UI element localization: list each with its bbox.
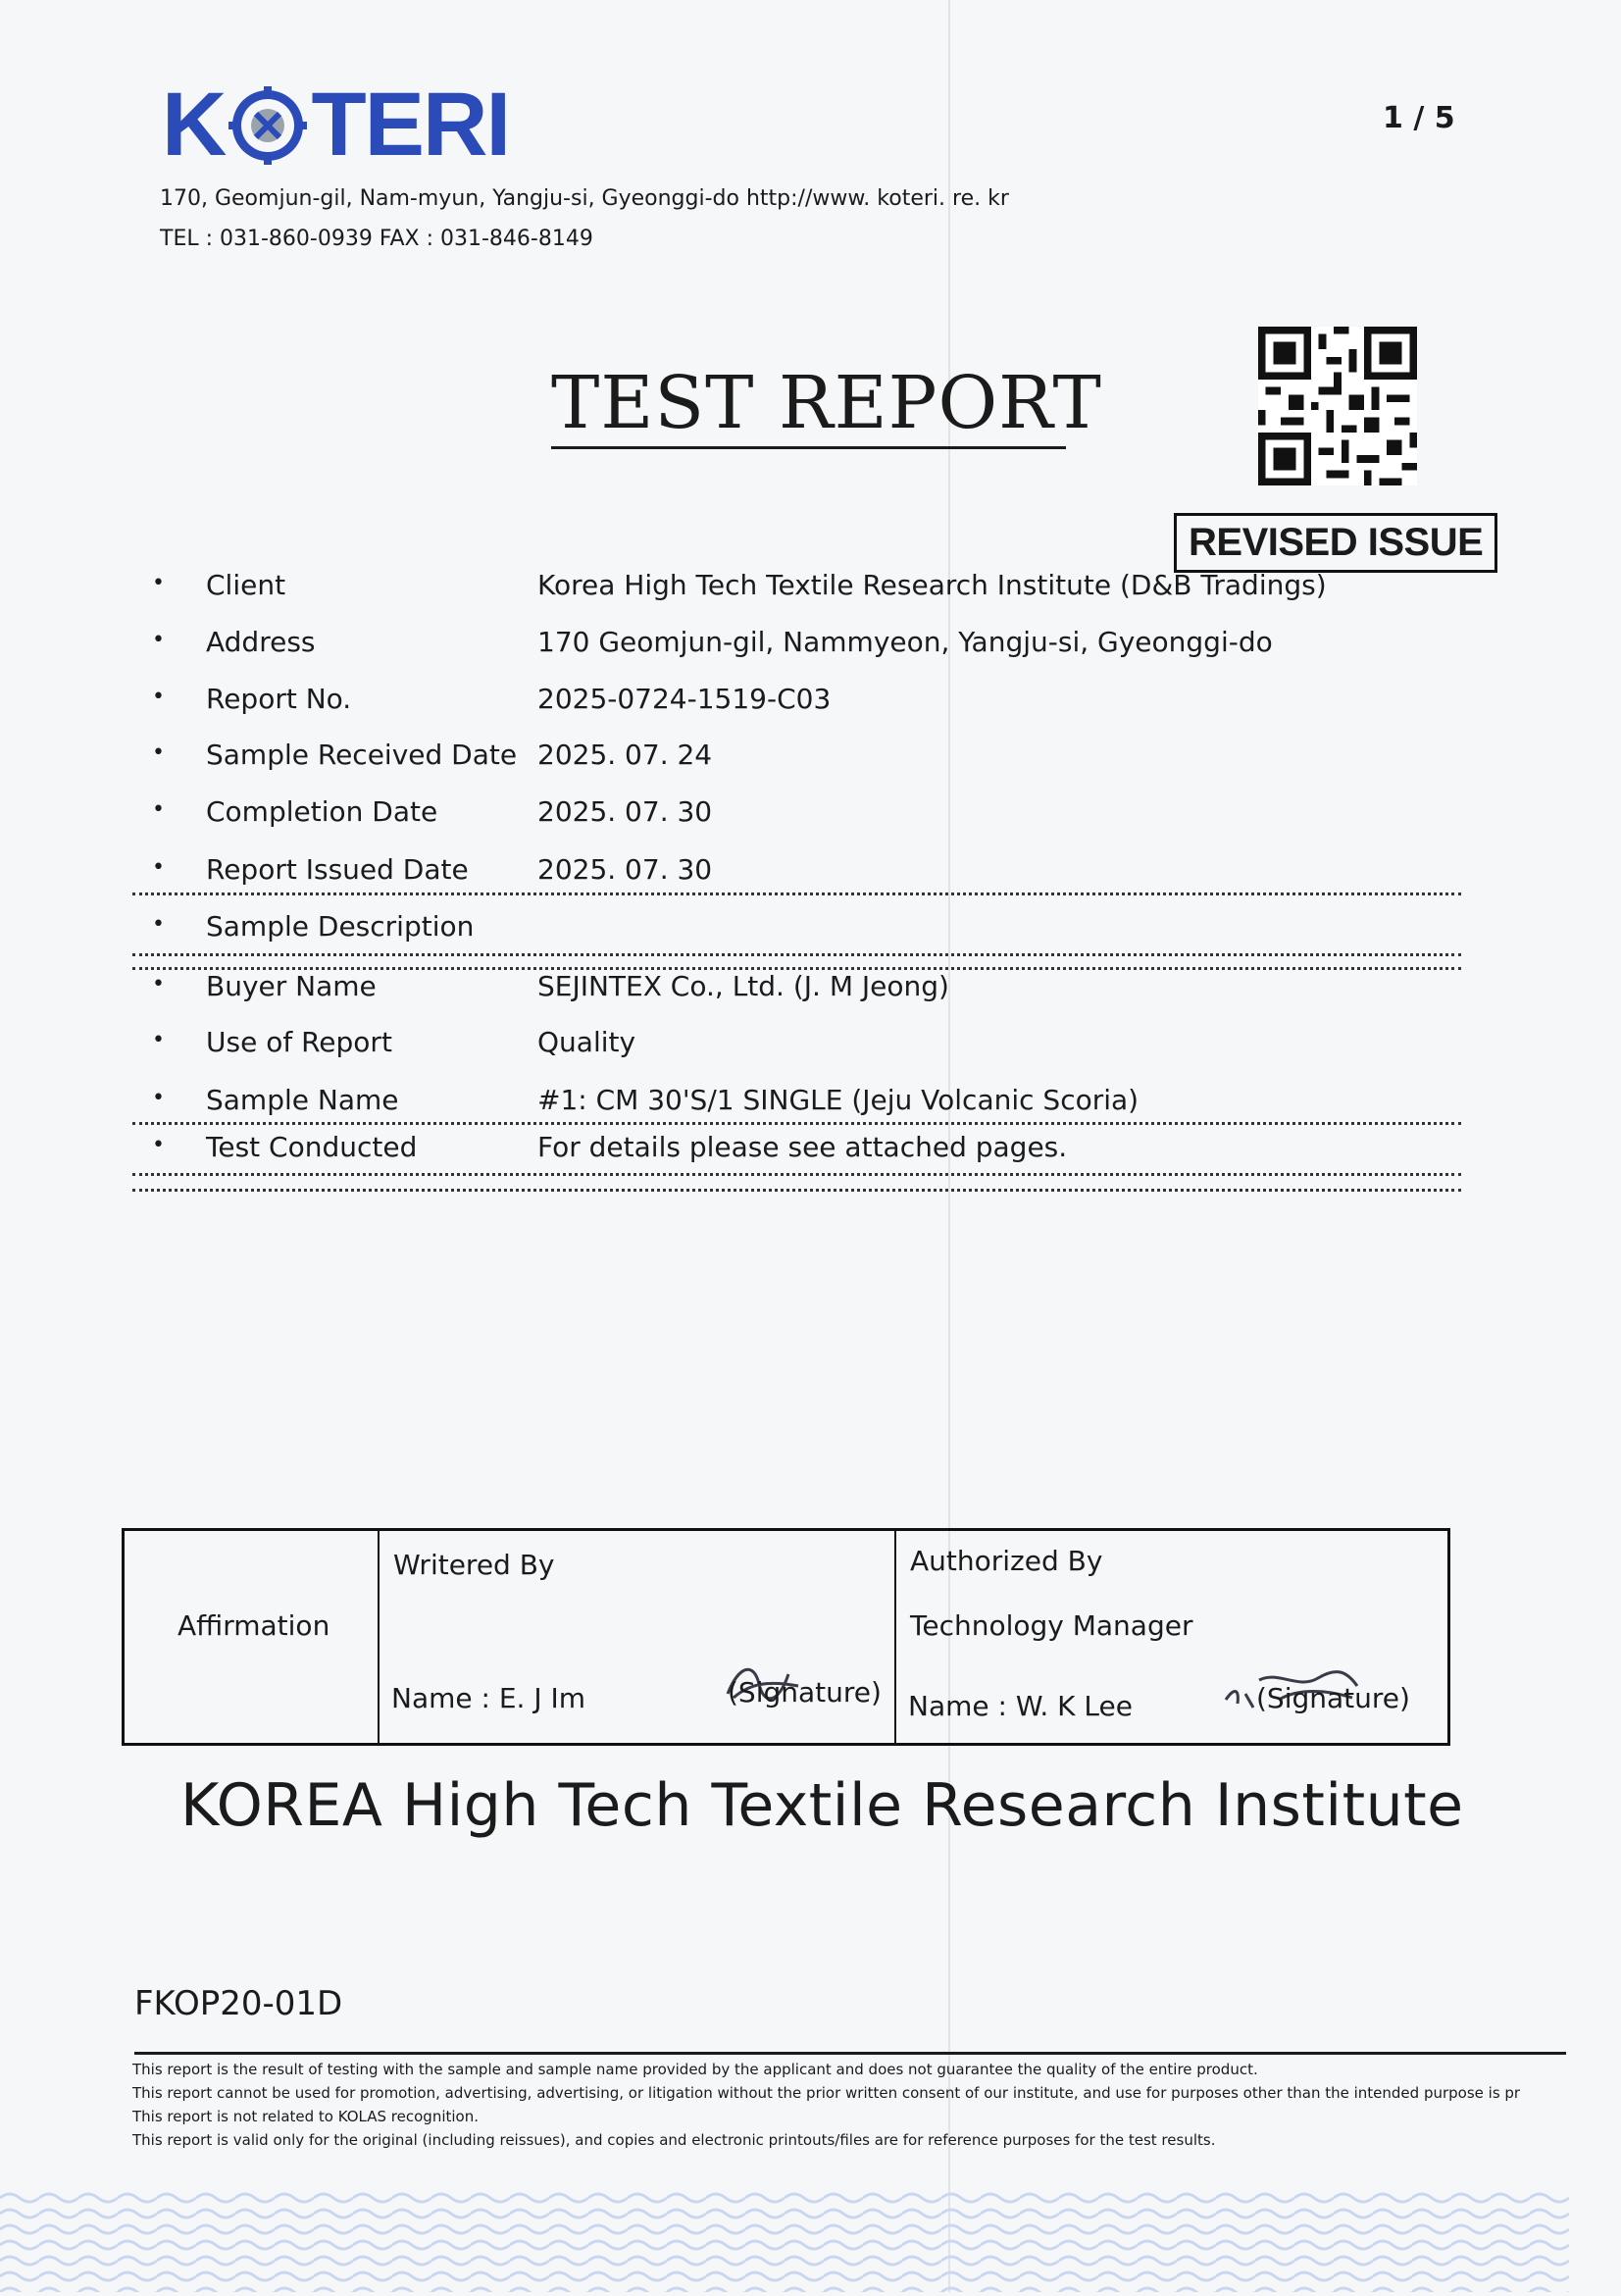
info-row-client: • Client Korea High Tech Textile Research Institute (D&B Tradings) [152,569,1327,601]
row-value: 2025. 07. 30 [537,795,713,828]
written-by-cell [380,1531,896,1743]
info-row-report-no: • Report No. 2025-0724-1519-C03 [152,683,832,715]
dotted-divider [132,1173,1461,1176]
page-title: TEST REPORT [551,361,1102,445]
row-value: Quality [537,1026,636,1058]
info-row-sample-name: • Sample Name #1: CM 30'S/1 SINGLE (Jeju Volcanic Scoria) [152,1084,1140,1116]
info-row-test-conducted: • Test Conducted For details please see attached pages. [152,1131,1068,1163]
affirmation-label: Affirmation [177,1609,330,1642]
koteri-gear-emblem [228,86,307,165]
authorized-by-label: Authorized By [910,1545,1103,1577]
qr-code-icon[interactable] [1258,327,1417,485]
row-value: Korea High Tech Textile Research Institute (D&B Tradings) [537,569,1327,601]
row-label: Buyer Name [206,970,377,1002]
row-label: Sample Description [206,910,475,943]
authorized-by-cell [896,1531,1447,1743]
written-by-label: Writered By [393,1549,555,1581]
row-label: Client [206,569,286,601]
address-line: 170, Geomjun-gil, Nam-myun, Yangju-si, Gyeonggi-do http://www. koteri. re. kr [160,186,1009,211]
footer-security-pattern [0,2190,1569,2292]
row-label: Sample Received Date [206,739,518,771]
info-row-completion-date: • Completion Date 2025. 07. 30 [152,795,713,828]
footer-rule [134,2052,1566,2055]
row-label: Test Conducted [206,1131,418,1163]
row-value: #1: CM 30'S/1 SINGLE (Jeju Volcanic Scoria) [537,1084,1140,1116]
row-label: Report Issued Date [206,853,469,886]
dotted-divider [132,953,1461,956]
row-value: 170 Geomjun-gil, Nammyeon, Yangju-si, Gyeonggi-do [537,626,1273,658]
form-code: FKOP20-01D [134,1984,343,2023]
affirmation-table [122,1528,1450,1746]
dotted-divider [132,893,1461,895]
row-label: Use of Report [206,1026,392,1058]
info-row-sample-description: • Sample Description [152,910,475,943]
info-row-use-of-report: • Use of Report Quality [152,1026,636,1058]
revised-issue-stamp: REVISED ISSUE [1174,513,1497,573]
footer-note: This report is the result of testing with the sample and sample name provided by the applicant and does not guarantee the quality of the entire product. [132,2061,1258,2078]
row-label: Address [206,626,316,658]
title-underline [551,446,1066,449]
signature-caption: (Signature) [728,1676,882,1709]
row-value: SEJINTEX Co., Ltd. (J. M Jeong) [537,970,949,1002]
row-label: Report No. [206,683,352,715]
page-number: 1 / 5 [1383,101,1455,135]
authorizer-name: Name : W. K Lee [908,1690,1133,1722]
koteri-logo: K TERI [162,75,510,175]
row-value: 2025-0724-1519-C03 [537,683,832,715]
footer-note: This report is not related to KOLAS recognition. [132,2108,479,2125]
signature-caption: (Signature) [1256,1682,1410,1714]
institute-name: KOREA High Tech Textile Research Institute [180,1771,1464,1840]
contact-line: TEL : 031-860-0939 FAX : 031-846-8149 [160,227,593,251]
row-value: For details please see attached pages. [537,1131,1068,1163]
footer-note: This report is valid only for the original (including reissues), and copies and electronic printouts/files are for reference purposes for the test results. [132,2131,1216,2149]
info-row-received-date: • Sample Received Date 2025. 07. 24 [152,739,713,771]
row-label: Sample Name [206,1084,399,1116]
info-row-buyer-name: • Buyer Name SEJINTEX Co., Ltd. (J. M Jeong) [152,970,949,1002]
info-row-issued-date: • Report Issued Date 2025. 07. 30 [152,853,713,886]
authorizer-title: Technology Manager [910,1609,1193,1642]
row-label: Completion Date [206,795,438,828]
row-value: 2025. 07. 24 [537,739,713,771]
dotted-divider [132,1189,1461,1192]
affirmation-cell [125,1531,380,1743]
row-value: 2025. 07. 30 [537,853,713,886]
footer-note: This report cannot be used for promotion, advertising, advertising, or litigation without the prior written consent of our institute, and use for purposes other than the intended purpose is pr [132,2084,1521,2102]
info-row-address: • Address 170 Geomjun-gil, Nammyeon, Yangju-si, Gyeonggi-do [152,626,1273,658]
writer-name: Name : E. J Im [391,1682,586,1714]
